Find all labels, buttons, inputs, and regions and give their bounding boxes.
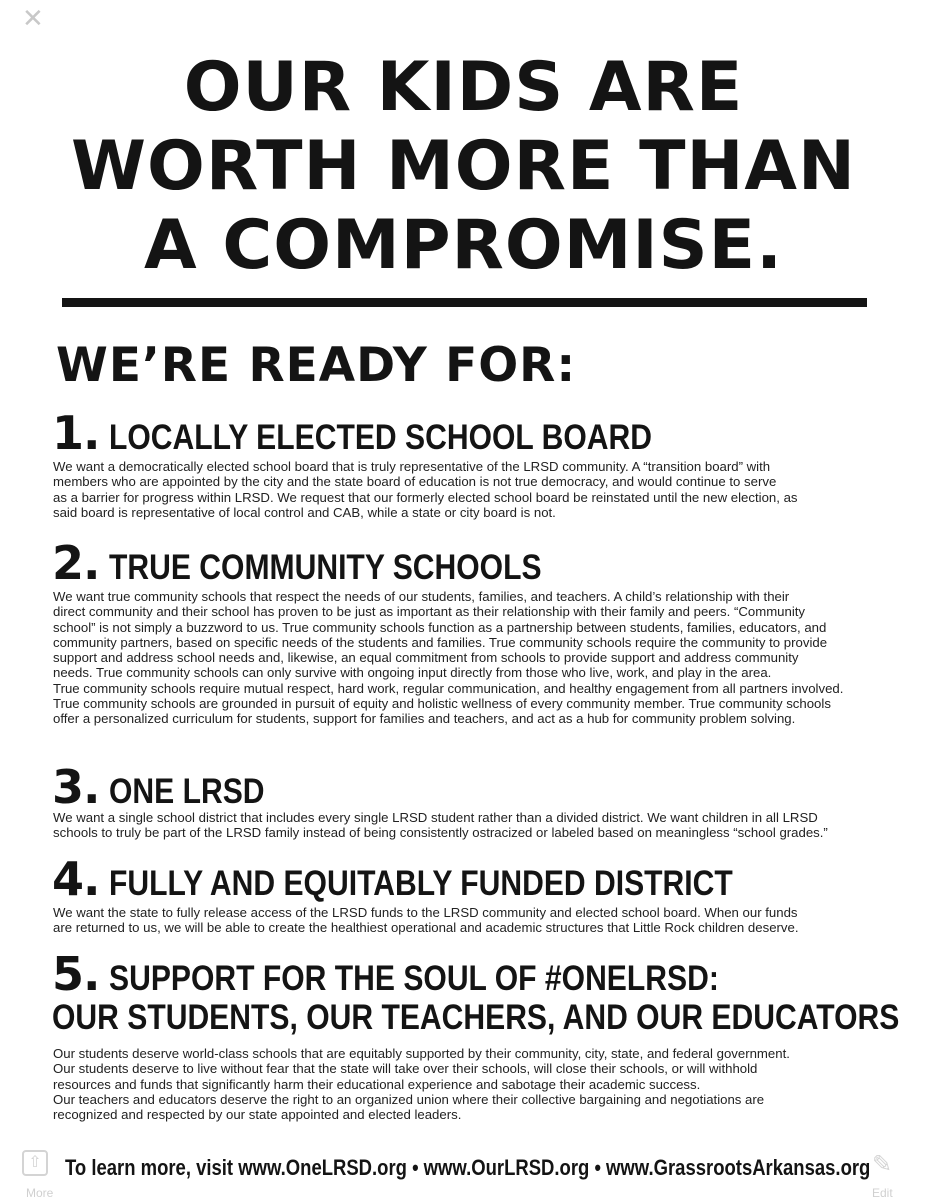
section-2-line: offer a personalized curriculum for students, support for families and teachers, and act as a hub for community problem solving. <box>53 711 796 727</box>
section-5-title: SUPPORT FOR THE SOUL OF #ONELRSD: <box>109 959 720 998</box>
section-1-title: LOCALLY ELECTED SCHOOL BOARD <box>109 418 653 457</box>
section-2-line: support and address school needs and, likewise, an equal commitment from schools to provide support and address community <box>53 650 799 666</box>
subheading: WE’RE READY FOR: <box>56 338 577 393</box>
section-5-body <box>53 1046 901 1122</box>
section-3-line: We want a single school district that includes every single LRSD student rather than a divided district. We want children in all LRSD <box>53 810 818 825</box>
section-5-line: Our students deserve to live without fear that the state will take over their schools, will close their schools, or will withhold <box>53 1061 758 1077</box>
section-2-line: school” is not simply a buzzword to us. True community schools function as a partnership between students, families, educators, and <box>53 619 827 635</box>
edit-label[interactable]: Edit <box>872 1186 893 1200</box>
headline-line-2: WORTH MORE THAN <box>71 127 856 206</box>
section-5-line: Our students deserve world-class schools that are equitably supported by their community, city, state, and federal government. <box>53 1046 790 1061</box>
section-3-title: ONE LRSD <box>109 772 266 811</box>
section-1-line: as a barrier for progress within LRSD. We request that our formerly elected school board be reinstated until the new election, as <box>53 489 798 505</box>
section-3-line: schools to truly be part of the LRSD family instead of being consistently ostracized or labeled based on meaningless “school grades.” <box>53 825 828 841</box>
section-2-line: needs. True community schools can only survive with ongoing input directly from those who live, work, and play in the area. <box>53 665 772 681</box>
section-3-body <box>53 810 901 841</box>
section-5-line: resources and funds that significantly harm their educational experience and sabotage their academic success. <box>53 1076 701 1092</box>
more-label[interactable]: More <box>26 1186 54 1200</box>
section-2-number: 2. <box>52 536 100 590</box>
headline-line-1: OUR KIDS ARE <box>183 48 744 127</box>
close-icon[interactable]: ✕ <box>22 4 44 34</box>
section-5-line: recognized and respected by our state appointed and elected leaders. <box>53 1107 462 1123</box>
section-4-line: We want the state to fully release access of the LRSD funds to the LRSD community and elected school board. When our funds <box>53 905 798 920</box>
section-2-line: We want true community schools that respect the needs of our students, families, and teachers. A child’s relationship with their <box>53 589 790 604</box>
section-4-heading <box>52 852 835 906</box>
section-2-line: True community schools require mutual respect, hard work, regular communication, and healthy engagement from all partners involved. <box>53 680 844 696</box>
headline <box>0 48 927 285</box>
section-2-body <box>53 589 901 727</box>
section-2-line: True community schools are grounded in pursuit of equity and holistic wellness of every community member. True community schools <box>53 696 831 712</box>
section-4-body <box>53 905 901 936</box>
section-4-number: 4. <box>52 852 100 906</box>
divider-rule <box>62 298 867 307</box>
section-5-subtitle: OUR STUDENTS, OUR TEACHERS, AND OUR EDUCATORS <box>52 998 900 1037</box>
section-1-number: 1. <box>52 406 100 460</box>
section-1-line: members who are appointed by the city and the state board of education is not true democracy, and would continue to serve <box>53 474 777 490</box>
section-5-number: 5. <box>52 947 100 1001</box>
section-1-heading <box>52 406 741 460</box>
section-2-title: TRUE COMMUNITY SCHOOLS <box>109 548 543 587</box>
section-5-line: Our teachers and educators deserve the right to an organized union where their collective bargaining and negotiations are <box>53 1091 765 1107</box>
section-2-line: community partners, based on specific needs of the students and families. True community schools require the community to provide <box>53 634 828 650</box>
section-3-number: 3. <box>52 760 100 814</box>
section-2-heading <box>52 536 612 590</box>
section-4-line: are returned to us, we will be able to create the healthiest operational and academic structures that Little Rock children deserve. <box>53 920 799 936</box>
headline-line-3: A COMPROMISE. <box>144 206 783 285</box>
section-1-line: said board is representative of local control and CAB, while a state or city board is not. <box>53 504 556 520</box>
section-1-line: We want a democratically elected school board that is truly representative of the LRSD community. A “transition board” with <box>53 459 771 474</box>
section-3-heading <box>52 760 290 814</box>
footer-links: To learn more, visit www.OneLRSD.org • www.OurLRSD.org • www.GrassrootsArkansas.org <box>65 1155 871 1180</box>
edit-icon[interactable]: ✎ <box>872 1151 893 1178</box>
share-icon[interactable]: ⇧ <box>22 1150 48 1176</box>
section-4-title: FULLY AND EQUITABLY FUNDED DISTRICT <box>109 864 734 903</box>
section-1-body <box>53 459 901 520</box>
section-2-line: direct community and their school has proven to be just as important as their relationship with their family and peers. “Community <box>53 604 806 620</box>
section-5-heading <box>52 947 819 1001</box>
